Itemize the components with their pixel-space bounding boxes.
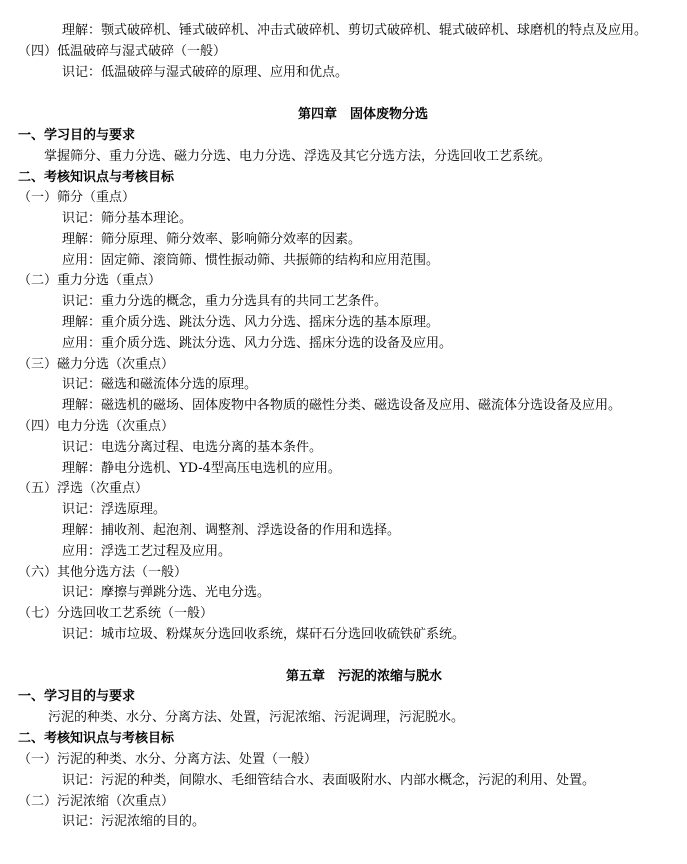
section-heading: 二、考核知识点与考核目标 <box>18 170 175 185</box>
section-heading: 二、考核知识点与考核目标 <box>18 731 175 746</box>
subsection-heading: （三）磁力分选（次重点） <box>18 357 175 372</box>
text-line: 污泥的种类、水分、分离方法、处置，污泥浓缩、污泥调理，污泥脱水。 <box>48 710 465 725</box>
text-line: 理解：磁选机的磁场、固体废物中各物质的磁性分类、磁选设备及应用、磁流体分选设备及应用。 <box>62 398 622 413</box>
section-heading: 一、学习目的与要求 <box>18 689 136 704</box>
chapter-title: 第五章 污泥的浓缩与脱水 <box>286 669 443 684</box>
text-line: 理解：静电分选机、YD-4型高压电选机的应用。 <box>62 461 341 476</box>
chapter-title: 第四章 固体废物分选 <box>298 107 429 122</box>
text-line: 识记：电选分离过程、电选分离的基本条件。 <box>62 440 323 455</box>
text-line: 识记：磁选和磁流体分选的原理。 <box>62 377 258 392</box>
text-line: 识记：城市垃圾、粉煤灰分选回收系统，煤矸石分选回收硫铁矿系统。 <box>62 627 466 642</box>
text-line: 识记：摩擦与弹跳分选、光电分选。 <box>62 585 271 600</box>
text-line: 识记：重力分选的概念，重力分选具有的共同工艺条件。 <box>62 294 388 309</box>
subsection-heading: （五）浮选（次重点） <box>18 481 149 496</box>
text-line: 理解：颚式破碎机、锤式破碎机、冲击式破碎机、剪切式破碎机、辊式破碎机、球磨机的特点及应用。 <box>62 23 648 38</box>
subsection-heading: （一）筛分（重点） <box>18 190 136 205</box>
text-line: 识记：筛分基本理论。 <box>62 211 193 226</box>
text-line: 掌握筛分、重力分选、磁力分选、电力分选、浮选及其它分选方法，分选回收工艺系统。 <box>44 149 552 164</box>
subsection-heading: （四）电力分选（次重点） <box>18 419 175 434</box>
text-line: 理解：重介质分选、跳汰分选、风力分选、摇床分选的基本原理。 <box>62 315 440 330</box>
subsection-heading: （一）污泥的种类、水分、分离方法、处置（一般） <box>18 752 318 767</box>
subsection-heading: （七）分选回收工艺系统（一般） <box>18 606 214 621</box>
text-line: 识记：污泥浓缩的目的。 <box>62 814 206 829</box>
text-line: 识记：污泥的种类，间隙水、毛细管结合水、表面吸附水、内部水概念，污泥的利用、处置。 <box>62 773 596 788</box>
subsection-heading: （四）低温破碎与湿式破碎（一般） <box>18 44 227 59</box>
text-line: 理解：捕收剂、起泡剂、调整剂、浮选设备的作用和选择。 <box>62 523 401 538</box>
subsection-heading: （二）重力分选（重点） <box>18 273 162 288</box>
text-line: 识记：浮选原理。 <box>62 502 167 517</box>
text-line: 应用：重介质分选、跳汰分选、风力分选、摇床分选的设备及应用。 <box>62 336 453 351</box>
section-heading: 一、学习目的与要求 <box>18 128 136 143</box>
text-line: 应用：浮选工艺过程及应用。 <box>62 544 232 559</box>
subsection-heading: （六）其他分选方法（一般） <box>18 565 188 580</box>
text-line: 应用：固定筛、滚筒筛、惯性振动筛、共振筛的结构和应用范围。 <box>62 253 440 268</box>
text-line: 识记：低温破碎与湿式破碎的原理、应用和优点。 <box>62 65 349 80</box>
text-line: 理解：筛分原理、筛分效率、影响筛分效率的因素。 <box>62 232 362 247</box>
subsection-heading: （二）污泥浓缩（次重点） <box>18 794 175 809</box>
